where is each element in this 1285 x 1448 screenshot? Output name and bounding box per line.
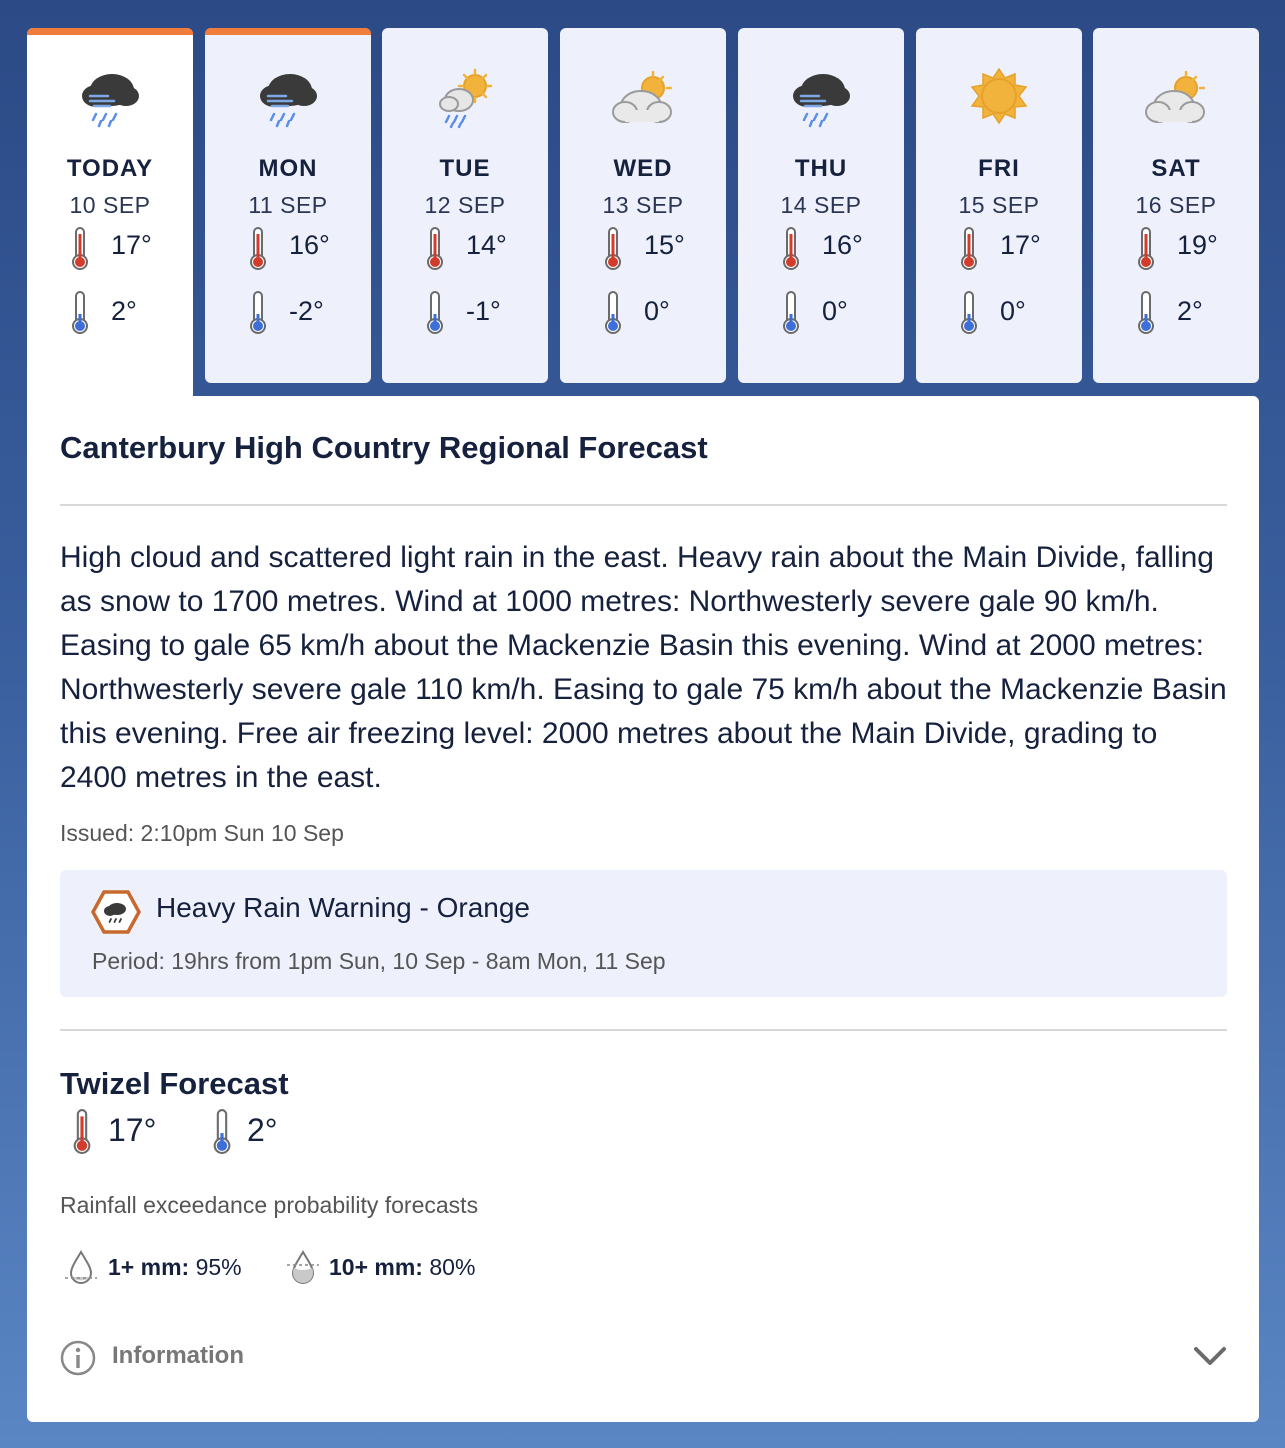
low-temp: 0°	[644, 296, 670, 326]
low-temp: 2°	[111, 296, 137, 326]
day-tab-fri[interactable]	[916, 28, 1082, 383]
high-temp: 14°	[466, 230, 507, 260]
thermometer-hot-icon	[1137, 226, 1155, 270]
thermometer-cold-icon	[249, 290, 267, 334]
day-name: THU	[794, 155, 848, 182]
thermometer-hot-icon	[604, 226, 622, 270]
rain-wind-icon	[74, 68, 146, 130]
partly-cloudy-icon	[607, 68, 679, 130]
forecast-panel	[27, 396, 1259, 1422]
high-temp: 17°	[111, 230, 152, 260]
high-temp: 17°	[1000, 230, 1041, 260]
day-name: WED	[613, 155, 673, 182]
chevron-down-icon[interactable]	[1193, 1344, 1227, 1368]
low-temp: -2°	[289, 296, 324, 326]
thermometer-hot-icon	[426, 226, 444, 270]
rain-probability: 95%	[195, 1254, 242, 1280]
thermometer-cold-icon	[426, 290, 444, 334]
warning-box[interactable]	[60, 870, 1227, 997]
low-temp: 0°	[822, 296, 848, 326]
day-tabs	[27, 28, 1259, 398]
information-label: Information	[112, 1342, 244, 1369]
town-forecast-title: Twizel Forecast	[60, 1066, 289, 1101]
thermometer-cold-icon	[960, 290, 978, 334]
high-temp: 16°	[822, 230, 863, 260]
divider	[60, 1029, 1227, 1031]
thermometer-hot-icon	[960, 226, 978, 270]
thermometer-hot-icon	[249, 226, 267, 270]
rain-1mm	[108, 1254, 242, 1281]
raindrop-icon	[285, 1248, 321, 1284]
rain-10mm	[329, 1254, 475, 1281]
rain-wind-icon	[252, 68, 324, 130]
day-name: TODAY	[66, 155, 154, 182]
sun-icon	[963, 68, 1035, 130]
thermometer-cold-icon	[604, 290, 622, 334]
warning-period: Period: 19hrs from 1pm Sun, 10 Sep - 8am Mon, 11 Sep	[92, 948, 666, 974]
thermometer-cold-icon	[1137, 290, 1155, 334]
day-tab-tue[interactable]	[382, 28, 548, 383]
day-date: 10 SEP	[69, 192, 151, 218]
regional-forecast-title: Canterbury High Country Regional Forecast	[60, 430, 708, 465]
day-date: 11 SEP	[248, 192, 328, 218]
warning-indicator-bar	[27, 28, 193, 35]
warning-title: Heavy Rain Warning - Orange	[156, 892, 531, 923]
thermometer-hot-icon	[72, 1108, 92, 1154]
low-temp: -1°	[466, 296, 501, 326]
rain-threshold: 1+ mm:	[108, 1254, 190, 1280]
thermometer-cold-icon	[782, 290, 800, 334]
sun-cloud-rain-icon	[429, 68, 501, 130]
thermometer-hot-icon	[71, 226, 89, 270]
rain-threshold: 10+ mm:	[329, 1254, 423, 1280]
rain-probability: 80%	[429, 1254, 476, 1280]
day-name: MON	[258, 155, 318, 182]
thermometer-cold-icon	[71, 290, 89, 334]
day-tab-mon[interactable]	[205, 28, 371, 383]
rainfall-probability-label: Rainfall exceedance probability forecasts	[60, 1192, 479, 1218]
day-date: 12 SEP	[424, 192, 506, 218]
thermometer-hot-icon	[782, 226, 800, 270]
rain-wind-icon	[785, 68, 857, 130]
warning-indicator-bar	[205, 28, 371, 35]
day-tab-wed[interactable]	[560, 28, 726, 383]
day-tab-sat[interactable]	[1093, 28, 1259, 383]
day-date: 14 SEP	[780, 192, 862, 218]
day-date: 13 SEP	[602, 192, 684, 218]
info-icon	[60, 1340, 96, 1376]
day-name: FRI	[978, 155, 1020, 182]
issued-timestamp: Issued: 2:10pm Sun 10 Sep	[60, 820, 344, 846]
thermometer-cold-icon	[212, 1108, 232, 1154]
day-name: SAT	[1151, 155, 1201, 182]
regional-forecast-text: High cloud and scattered light rain in the east. Heavy rain about the Main Divide, falling as snow to 1700 metres. Wind at 1000 metres: Northwesterly severe gale 90 km/h. Easing to gale 65 km/h about the Mackenzie Basin this evening. Wind at 2000 metres: Northwesterly severe gale 110 km/h. Easing to gale 75 km/h about the Mackenzie Basin this evening. Free air freezing level: 2000 metres about the Main Divide, grading to 2400 metres in the east.	[60, 541, 1227, 794]
day-date: 16 SEP	[1135, 192, 1217, 218]
raindrop-icon	[63, 1248, 99, 1284]
town-high-temp: 17°	[108, 1112, 157, 1148]
divider	[60, 504, 1227, 506]
low-temp: 0°	[1000, 296, 1026, 326]
heavy-rain-warning-icon	[91, 890, 141, 934]
low-temp: 2°	[1177, 296, 1203, 326]
high-temp: 16°	[289, 230, 330, 260]
high-temp: 19°	[1177, 230, 1218, 260]
day-date: 15 SEP	[958, 192, 1040, 218]
information-toggle[interactable]	[60, 1338, 1227, 1378]
partly-cloudy-icon	[1140, 68, 1212, 130]
day-tab-thu[interactable]	[738, 28, 904, 383]
day-name: TUE	[439, 155, 491, 182]
day-tab-today[interactable]	[27, 28, 193, 403]
town-low-temp: 2°	[247, 1112, 278, 1148]
high-temp: 15°	[644, 230, 685, 260]
